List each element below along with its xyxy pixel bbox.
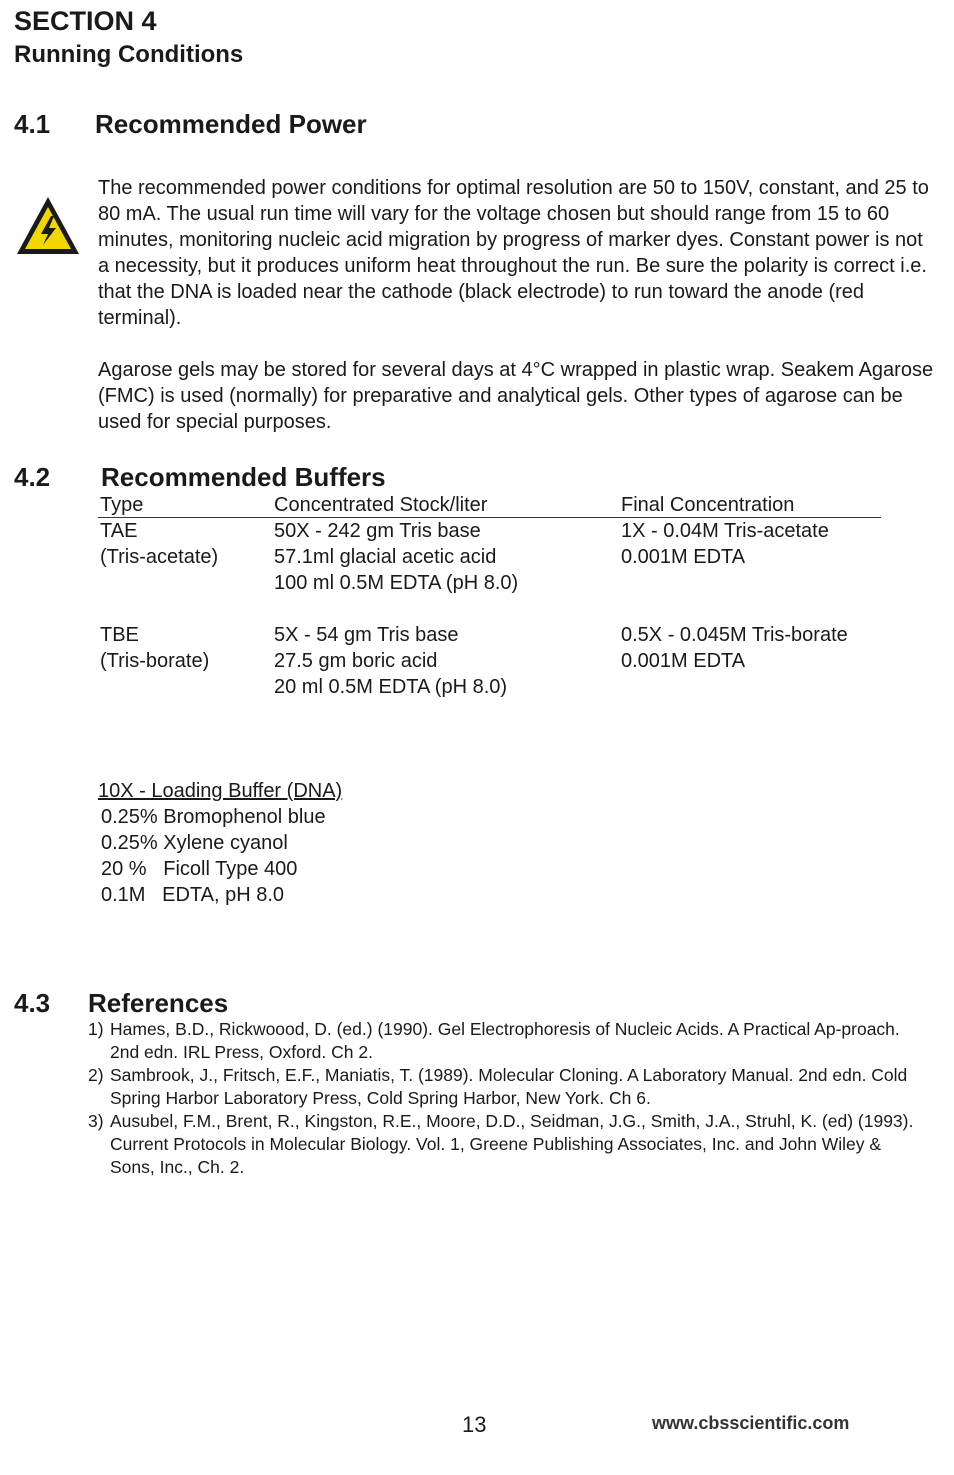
table-row-tbe [98,622,881,726]
cell-final [621,518,829,570]
cell-stock [274,622,507,700]
cell-line: 57.1ml glacial acetic acid [274,546,497,568]
cell-type [100,518,218,570]
heading-4-1 [14,109,514,141]
table-header [98,493,881,518]
cell-stock [274,518,518,596]
column-header-stock: Concentrated Stock/liter [274,494,488,516]
reference-number: 1) [88,1019,104,1039]
cell-line: 50X - 242 gm Tris base [274,520,481,542]
reference-item [88,1018,930,1064]
heading-title: Recommended Buffers [101,462,386,492]
cell-line: 5X - 54 gm Tris base [274,624,459,646]
loading-buffer-item: 0.1M EDTA, pH 8.0 [101,884,285,906]
cell-final [621,622,848,674]
cell-type [100,622,209,674]
heading-number: 4.3 [14,988,51,1018]
loading-buffer-item: 0.25% Bromophenol blue [101,806,326,828]
reference-text: Sambrook, J., Fritsch, E.F., Maniatis, T. (1989). Molecular Cloning. A Laboratory Manual. 2nd edn. Cold Spring Harbor Laboratory Press, Cold Spring Harbor, New York. Ch 6. [110,1065,908,1108]
reference-number: 3) [88,1111,104,1131]
heading-4-3 [14,988,514,1020]
loading-buffer-title: 10X - Loading Buffer (DNA) [98,780,343,802]
reference-item [88,1110,930,1179]
cell-line: (Tris-acetate) [100,546,219,568]
reference-text: Hames, B.D., Rickwoood, D. (ed.) (1990). Gel Electrophoresis of Nucleic Acids. A Practical Ap-proach. 2nd edn. IRL Press, Oxford. Ch 2. [110,1019,900,1062]
cell-line: 1X - 0.04M Tris-acetate [621,520,829,542]
cell-line: TAE [100,520,138,542]
heading-title: Recommended Power [95,109,367,139]
column-header-final: Final Concentration [621,494,795,516]
cell-line: 0.001M EDTA [621,546,746,568]
agarose-paragraph: Agarose gels may be stored for several days at 4°C wrapped in plastic wrap. Seakem Agarose (FMC) is used (normally) for preparative and analytical gels. Other types of agarose can be used for special purposes. [98,359,934,433]
heading-number: 4.2 [14,462,51,492]
table-row-tae [98,518,881,622]
high-voltage-warning-icon [14,194,82,258]
buffers-table [98,493,881,726]
reference-item [88,1064,930,1110]
cell-line: TBE [100,624,139,646]
cell-line: 100 ml 0.5M EDTA (pH 8.0) [274,572,519,594]
section-number: SECTION 4 [14,6,157,36]
heading-title: References [88,988,229,1018]
cell-line: 20 ml 0.5M EDTA (pH 8.0) [274,676,508,698]
column-header-type: Type [100,494,144,516]
reference-text: Ausubel, F.M., Brent, R., Kingston, R.E., Moore, D.D., Seidman, J.G., Smith, J.A., Struhl, K. (ed) (1993). Current Protocols in Molecular Biology. Vol. 1, Greene Publishing Associates, Inc. and John Wiley & Sons, Inc., Ch. 2. [110,1111,914,1177]
heading-4-2 [14,462,514,494]
power-paragraph: The recommended power conditions for optimal resolution are 50 to 150V, constant, and 25 to 80 mA. The usual run time will vary for the voltage chosen but should range from 15 to 60 minutes, monitoring nucleic acid migration by progress of marker dyes. Constant power is not a necessity, but it produces uniform heat throughout the run. Be sure the polarity is correct i.e. that the DNA is loaded near the cathode (black electrode) to run toward the anode (red terminal). [98,177,929,329]
loading-buffer-item: 0.25% Xylene cyanol [101,832,288,854]
reference-number: 2) [88,1065,104,1085]
power-description [98,175,938,435]
cell-line: 0.5X - 0.045M Tris-borate [621,624,848,646]
section-subtitle: Running Conditions [14,41,244,68]
loading-buffer-item: 20 % Ficoll Type 400 [101,858,298,880]
cell-line: (Tris-borate) [100,650,210,672]
cell-line: 0.001M EDTA [621,650,746,672]
heading-number: 4.1 [14,109,51,139]
loading-buffer [98,778,342,908]
cell-line: 27.5 gm boric acid [274,650,438,672]
page-number: 13 [462,1412,487,1437]
references-list [88,1018,930,1179]
website-url: www.cbsscientific.com [652,1413,850,1433]
